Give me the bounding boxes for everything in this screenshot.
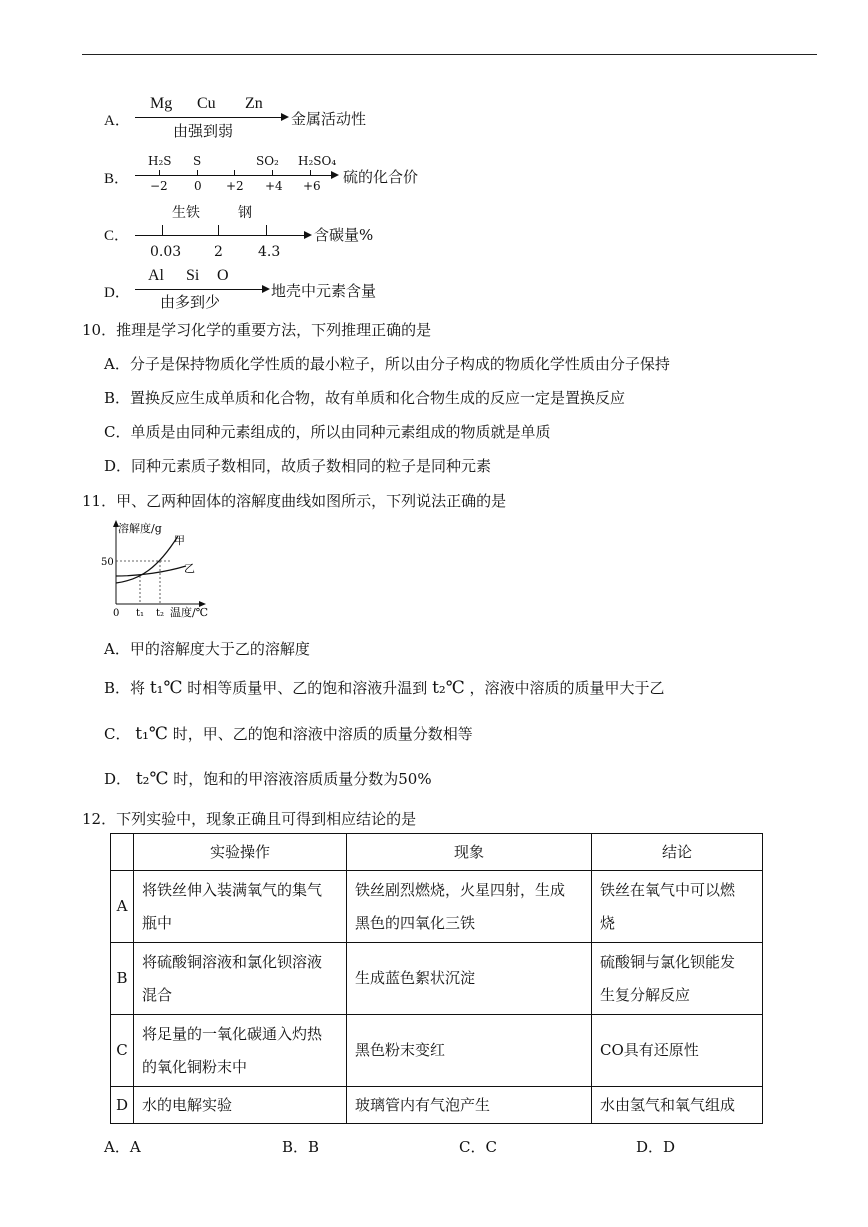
header-rule (82, 54, 817, 55)
species-h2s: H₂S (148, 154, 172, 168)
phenomenon-cell (347, 871, 592, 943)
tick (162, 225, 163, 235)
phenomenon-cell: 生成蓝色絮状沉淀 (347, 943, 592, 1015)
carbon-0-03: 0.03 (150, 244, 182, 260)
arrow-line (135, 289, 263, 290)
text: 时，甲、乙的饱和溶液中溶质的质量分数相等 (172, 725, 473, 743)
option-a-letter: A． (104, 113, 130, 129)
graph-xlabel: 温度/℃ (170, 606, 209, 619)
operation-cell (134, 943, 347, 1015)
cell-line: 生复分解反应 (600, 985, 691, 1004)
phenomenon-cell: 玻璃管内有气泡产生 (347, 1087, 592, 1124)
answer-choice-d: D．D (636, 1138, 676, 1156)
text: C． (104, 725, 131, 743)
valence-0: 0 (194, 179, 202, 193)
question-stem: 10．推理是学习化学的重要方法，下列推理正确的是 (82, 321, 432, 339)
species-so2: SO₂ (256, 154, 279, 168)
row-letter: B (111, 943, 134, 1015)
graph-t1: t₁ (136, 608, 145, 619)
text: 时相等质量甲、乙的饱和溶液升温到 (187, 679, 428, 697)
header-cell: 结论 (592, 834, 763, 871)
operation-cell: 水的电解实验 (134, 1087, 347, 1124)
graph-t2: t₂ (156, 608, 165, 619)
valence-plus4: +4 (265, 179, 283, 193)
cell-line: 黑色的四氧化三铁 (355, 913, 476, 932)
cell-line: 铁丝在氧气中可以燃 (600, 880, 736, 899)
cell-line: 混合 (142, 985, 173, 1004)
answer-choice-c: C．C (459, 1138, 497, 1156)
question-stem: 11．甲、乙两种固体的溶解度曲线如图所示，下列说法正确的是 (82, 492, 507, 510)
row-letter: C (111, 1015, 134, 1087)
experiment-table (110, 833, 763, 1124)
tick (266, 225, 267, 235)
valence-minus2: −2 (150, 179, 168, 193)
arrow-line (135, 117, 282, 118)
curve-yi (116, 566, 186, 576)
choice-c: C．单质是由同种元素组成的，所以由同种元素组成的物质就是单质 (104, 423, 551, 441)
table-row (111, 871, 763, 943)
option-a-label: 金属活动性 (291, 110, 367, 128)
axis-line (135, 175, 332, 176)
temp-t2: t₂℃ (135, 769, 169, 789)
cell-line: 烧 (600, 913, 616, 932)
arrow-head (262, 285, 270, 293)
graph-y50: 50 (101, 557, 114, 568)
element-zn: Zn (245, 95, 263, 112)
steel-label: 钢 (238, 205, 252, 221)
element-mg: Mg (150, 95, 173, 112)
element-cu: Cu (197, 95, 216, 112)
arrow-head (281, 113, 289, 121)
option-d-label: 地壳中元素含量 (271, 282, 377, 300)
graph-yi: 乙 (184, 562, 195, 575)
choice-a: A．甲的溶解度大于乙的溶解度 (104, 640, 310, 658)
graph-ylabel: 溶解度/g (118, 522, 162, 535)
valence-plus2: +2 (226, 179, 244, 193)
text: B．将 (104, 679, 146, 697)
answer-choice-a: A．A (104, 1138, 141, 1156)
phenomenon-cell: 黑色粉末变红 (347, 1015, 592, 1087)
header-cell (111, 834, 134, 871)
order-text: 由强到弱 (173, 122, 234, 140)
axis-arrow (304, 231, 312, 239)
tick (197, 170, 198, 175)
answer-choice-b: B．B (282, 1138, 320, 1156)
option-d-letter: D． (104, 285, 130, 301)
element-al: Al (148, 267, 164, 284)
tick (159, 170, 160, 175)
graph-x0: 0 (113, 608, 120, 619)
valence-plus6: +6 (303, 179, 321, 193)
solubility-graph (100, 518, 220, 622)
choice-b (104, 677, 665, 698)
choice-b: B．置换反应生成单质和化合物，故有单质和化合物生成的反应一定是置换反应 (104, 389, 626, 407)
operation-cell (134, 1015, 347, 1087)
carbon-2: 2 (214, 244, 223, 260)
carbon-4-3: 4.3 (258, 244, 281, 260)
species-h2so4: H₂SO₄ (298, 154, 337, 168)
tick (218, 225, 219, 235)
option-b-letter: B． (104, 171, 130, 187)
element-si: Si (186, 267, 200, 284)
axis-arrow (331, 171, 339, 179)
cell-line: 的氧化铜粉末中 (142, 1057, 248, 1076)
text: D． (104, 770, 132, 788)
conclusion-cell (592, 871, 763, 943)
conclusion-cell: CO具有还原性 (592, 1015, 763, 1087)
row-letter: D (111, 1087, 134, 1124)
text: ，溶液中溶质的质量甲大于乙 (469, 679, 665, 697)
temp-t1: t₁℃ (149, 678, 183, 698)
table-header-row (111, 834, 763, 871)
order-text: 由多到少 (160, 293, 221, 311)
graph-jia: 甲 (174, 534, 185, 547)
conclusion-cell (592, 943, 763, 1015)
operation-cell (134, 871, 347, 943)
option-c-letter: C． (104, 228, 130, 244)
option-b-label: 硫的化合价 (343, 168, 419, 186)
text: 时，饱和的甲溶液溶质质量分数为50% (173, 770, 432, 788)
table-row (111, 943, 763, 1015)
pig-iron-label: 生铁 (172, 205, 200, 221)
conclusion-cell: 水由氢气和氧气组成 (592, 1087, 763, 1124)
choice-d (104, 768, 432, 789)
temp-t2: t₂℃ (432, 678, 465, 698)
cell-line: 将铁丝伸入装满氧气的集气 (142, 880, 323, 899)
header-cell: 实验操作 (134, 834, 347, 871)
species-s: S (193, 154, 202, 168)
option-c-label: 含碳量% (314, 226, 374, 244)
choice-a: A．分子是保持物质化学性质的最小粒子，所以由分子构成的物质化学性质由分子保持 (104, 355, 670, 373)
row-letter: A (111, 871, 134, 943)
temp-t1: t₁℃ (135, 724, 168, 744)
cell-line: 铁丝剧烈燃烧，火星四射，生成 (355, 880, 566, 899)
cell-line: 将硫酸铜溶液和氯化钡溶液 (142, 952, 323, 971)
question-stem: 12．下列实验中，现象正确且可得到相应结论的是 (82, 810, 417, 828)
tick (234, 170, 235, 175)
tick (272, 170, 273, 175)
cell-line: 将足量的一氧化碳通入灼热 (142, 1024, 323, 1043)
table-row (111, 1087, 763, 1124)
element-o: O (217, 267, 229, 284)
choice-d: D．同种元素质子数相同，故质子数相同的粒子是同种元素 (104, 457, 492, 475)
header-cell: 现象 (347, 834, 592, 871)
axis-line (135, 235, 305, 236)
tick (310, 170, 311, 175)
choice-c (104, 723, 473, 744)
cell-line: 瓶中 (142, 913, 173, 932)
table-row (111, 1015, 763, 1087)
cell-line: 硫酸铜与氯化钡能发 (600, 952, 736, 971)
